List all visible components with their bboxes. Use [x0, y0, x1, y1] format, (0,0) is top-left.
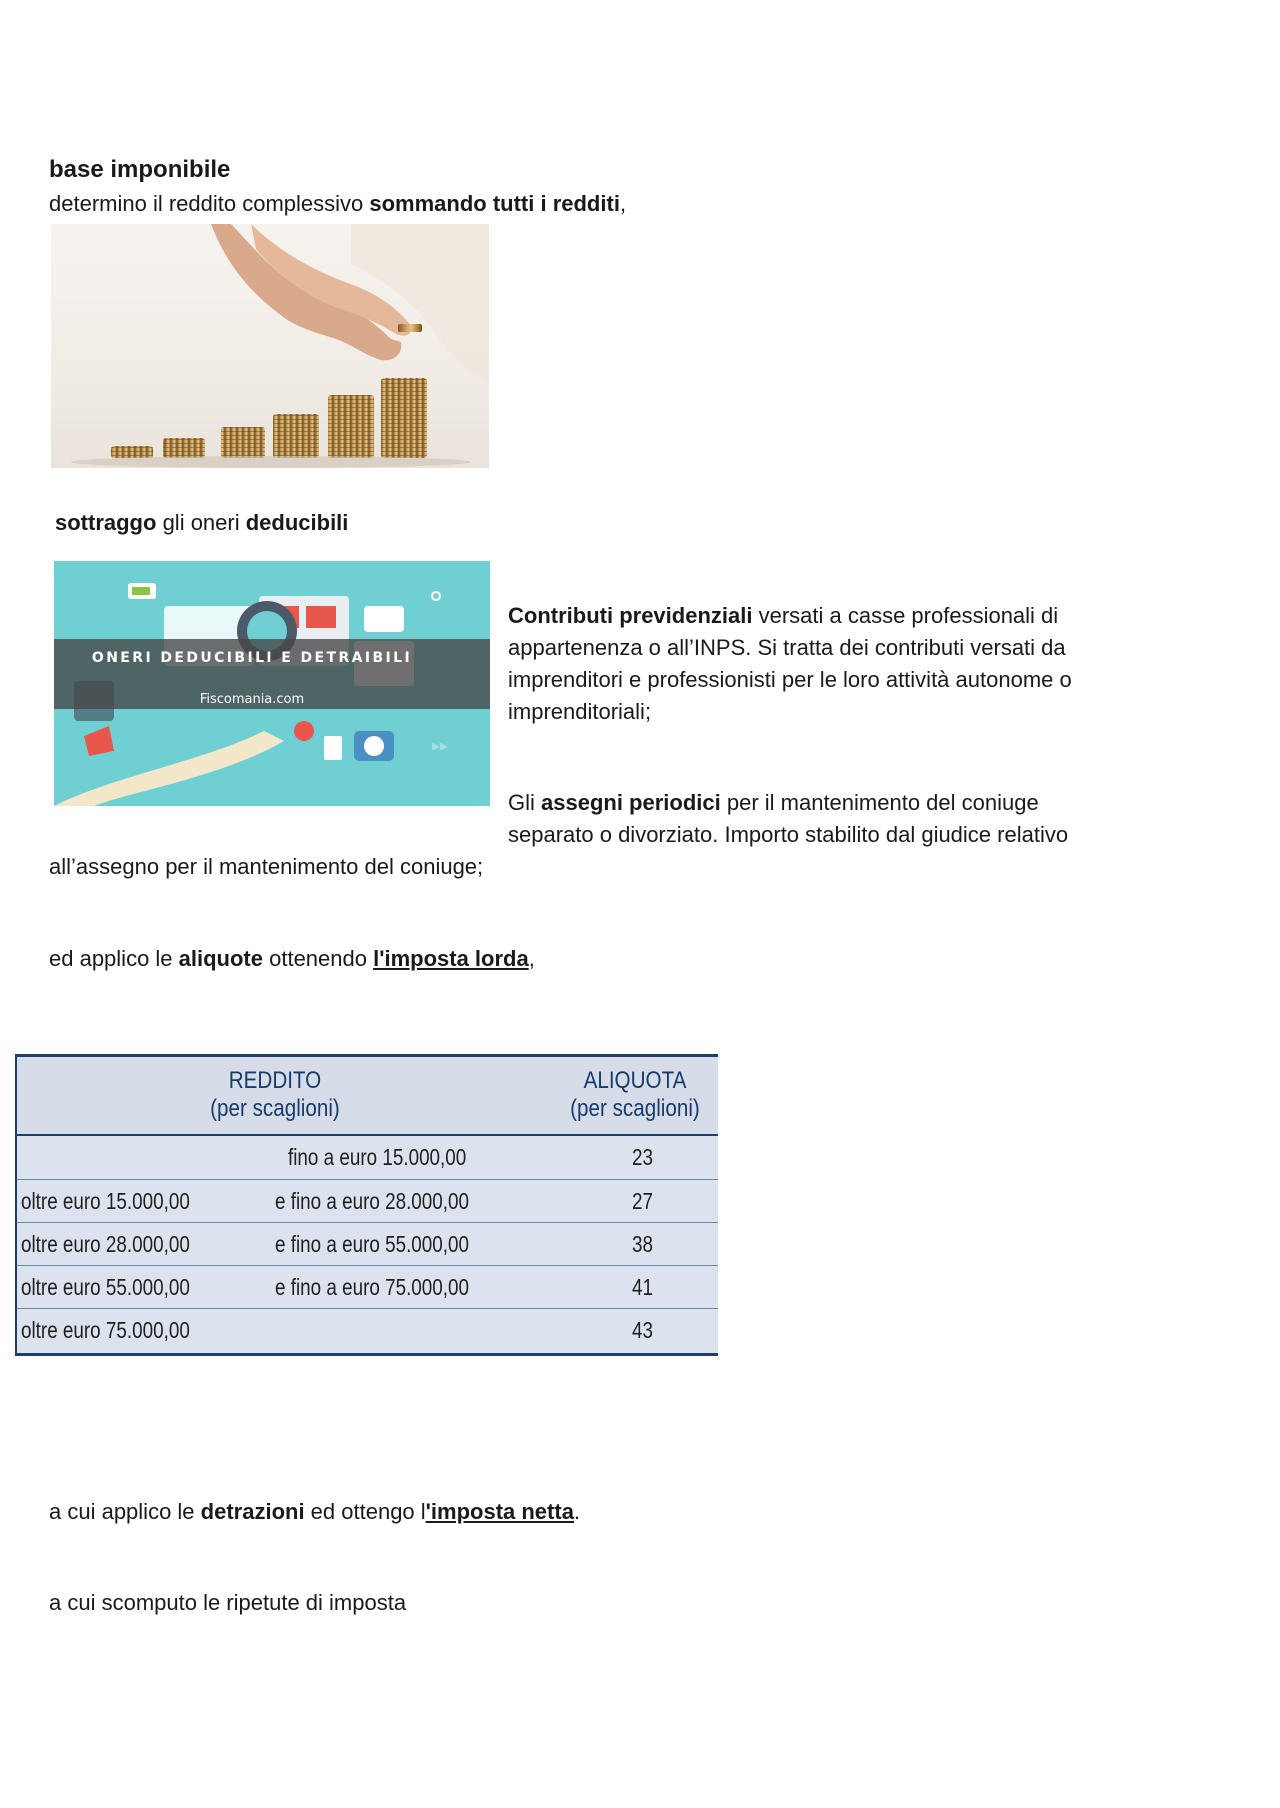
table-row: [15, 1309, 718, 1356]
header-aliquota-sub: (per scaglioni): [570, 1095, 700, 1122]
row-to: e fino a euro 55.000,00: [275, 1231, 470, 1257]
aliquote-mid: ottenendo: [263, 946, 374, 971]
row-rate: 41: [632, 1274, 653, 1300]
oneri-deducibili-image: [54, 561, 490, 806]
header-aliquota-title: ALIQUOTA: [583, 1067, 687, 1094]
aliquote-paragraph: [49, 943, 535, 975]
assegni-line-2: separato o divorziato. Importo stabilito dal giudice relativo: [508, 822, 1069, 847]
header-reddito: [146, 1067, 404, 1123]
deduct-paragraph: [55, 507, 348, 539]
detrazioni-paragraph: [49, 1496, 580, 1528]
image-banner-title: ONERI DEDUCIBILI E DETRAIBILI: [91, 650, 413, 666]
header-reddito-sub: (per scaglioni): [210, 1095, 340, 1122]
imposta-netta-term: 'imposta netta: [425, 1499, 574, 1524]
table-row: [15, 1136, 718, 1180]
imposta-lorda-term: l'imposta lorda: [373, 946, 529, 971]
table-header: [15, 1054, 718, 1136]
header-aliquota: [566, 1067, 704, 1123]
detrazioni-mid: ed ottengo l: [304, 1499, 426, 1524]
assegni-text-1: per il mantenimento del coniuge: [720, 790, 1039, 815]
aliquote-bold: aliquote: [178, 946, 263, 971]
table-left-border: [15, 1054, 17, 1356]
image-banner-source: Fiscomania.com: [199, 692, 305, 707]
assegni-pre: Gli: [508, 790, 541, 815]
row-rate: 43: [632, 1317, 653, 1343]
svg-text:▸▸: ▸▸: [432, 736, 449, 755]
row-rate: 38: [632, 1231, 653, 1257]
deduct-bold-1: sottraggo: [55, 510, 157, 535]
assegni-bold: assegni periodici: [541, 790, 721, 815]
contributi-text-1: versati a casse professionali di: [752, 603, 1059, 628]
header-reddito-title: REDDITO: [228, 1067, 322, 1094]
detrazioni-bold: detrazioni: [200, 1499, 305, 1524]
ritenute-paragraph: a cui scomputo le ripetute di imposta: [49, 1590, 407, 1615]
table-row: [15, 1266, 718, 1309]
coins-stack-image: [51, 224, 489, 468]
detrazioni-pre: a cui applico le: [49, 1499, 201, 1524]
contributi-line-2: appartenenza o all’INPS. Si tratta dei contributi versati da: [508, 635, 1066, 660]
aliquote-pre: ed applico le: [49, 946, 179, 971]
contributi-line-1: [508, 600, 1058, 632]
tax-brackets-table: [15, 1054, 718, 1356]
row-rate: 23: [632, 1144, 653, 1170]
contributi-line-3: imprenditori e professionisti per le loro attività autonome o: [508, 667, 1072, 692]
row-from: oltre euro 15.000,00: [21, 1188, 190, 1214]
detrazioni-punct: .: [573, 1499, 581, 1524]
contributi-line-4: imprenditoriali;: [508, 699, 652, 724]
row-to: e fino a euro 75.000,00: [275, 1274, 470, 1300]
row-from: oltre euro 75.000,00: [21, 1317, 190, 1343]
row-from: oltre euro 28.000,00: [21, 1231, 190, 1257]
row-to: e fino a euro 28.000,00: [275, 1188, 470, 1214]
table-row: [15, 1180, 718, 1223]
deduct-text: gli oneri: [156, 510, 246, 535]
aliquote-punct: ,: [528, 946, 535, 971]
contributi-bold: Contributi previdenziali: [508, 603, 753, 628]
deduct-bold-2: deducibili: [245, 510, 349, 535]
assegni-line-1: [508, 787, 1039, 819]
row-to: fino a euro 15.000,00: [288, 1144, 467, 1170]
section-heading: base imponibile: [49, 156, 231, 183]
intro-bold: sommando tutti i redditi: [369, 191, 620, 216]
intro-text: determino il reddito complessivo: [49, 191, 370, 216]
row-rate: 27: [632, 1188, 653, 1214]
intro-paragraph: [49, 188, 626, 220]
intro-punct: ,: [619, 191, 627, 216]
assegni-line-3: all’assegno per il mantenimento del coniuge;: [49, 854, 484, 879]
row-from: oltre euro 55.000,00: [21, 1274, 190, 1300]
table-row: [15, 1223, 718, 1266]
